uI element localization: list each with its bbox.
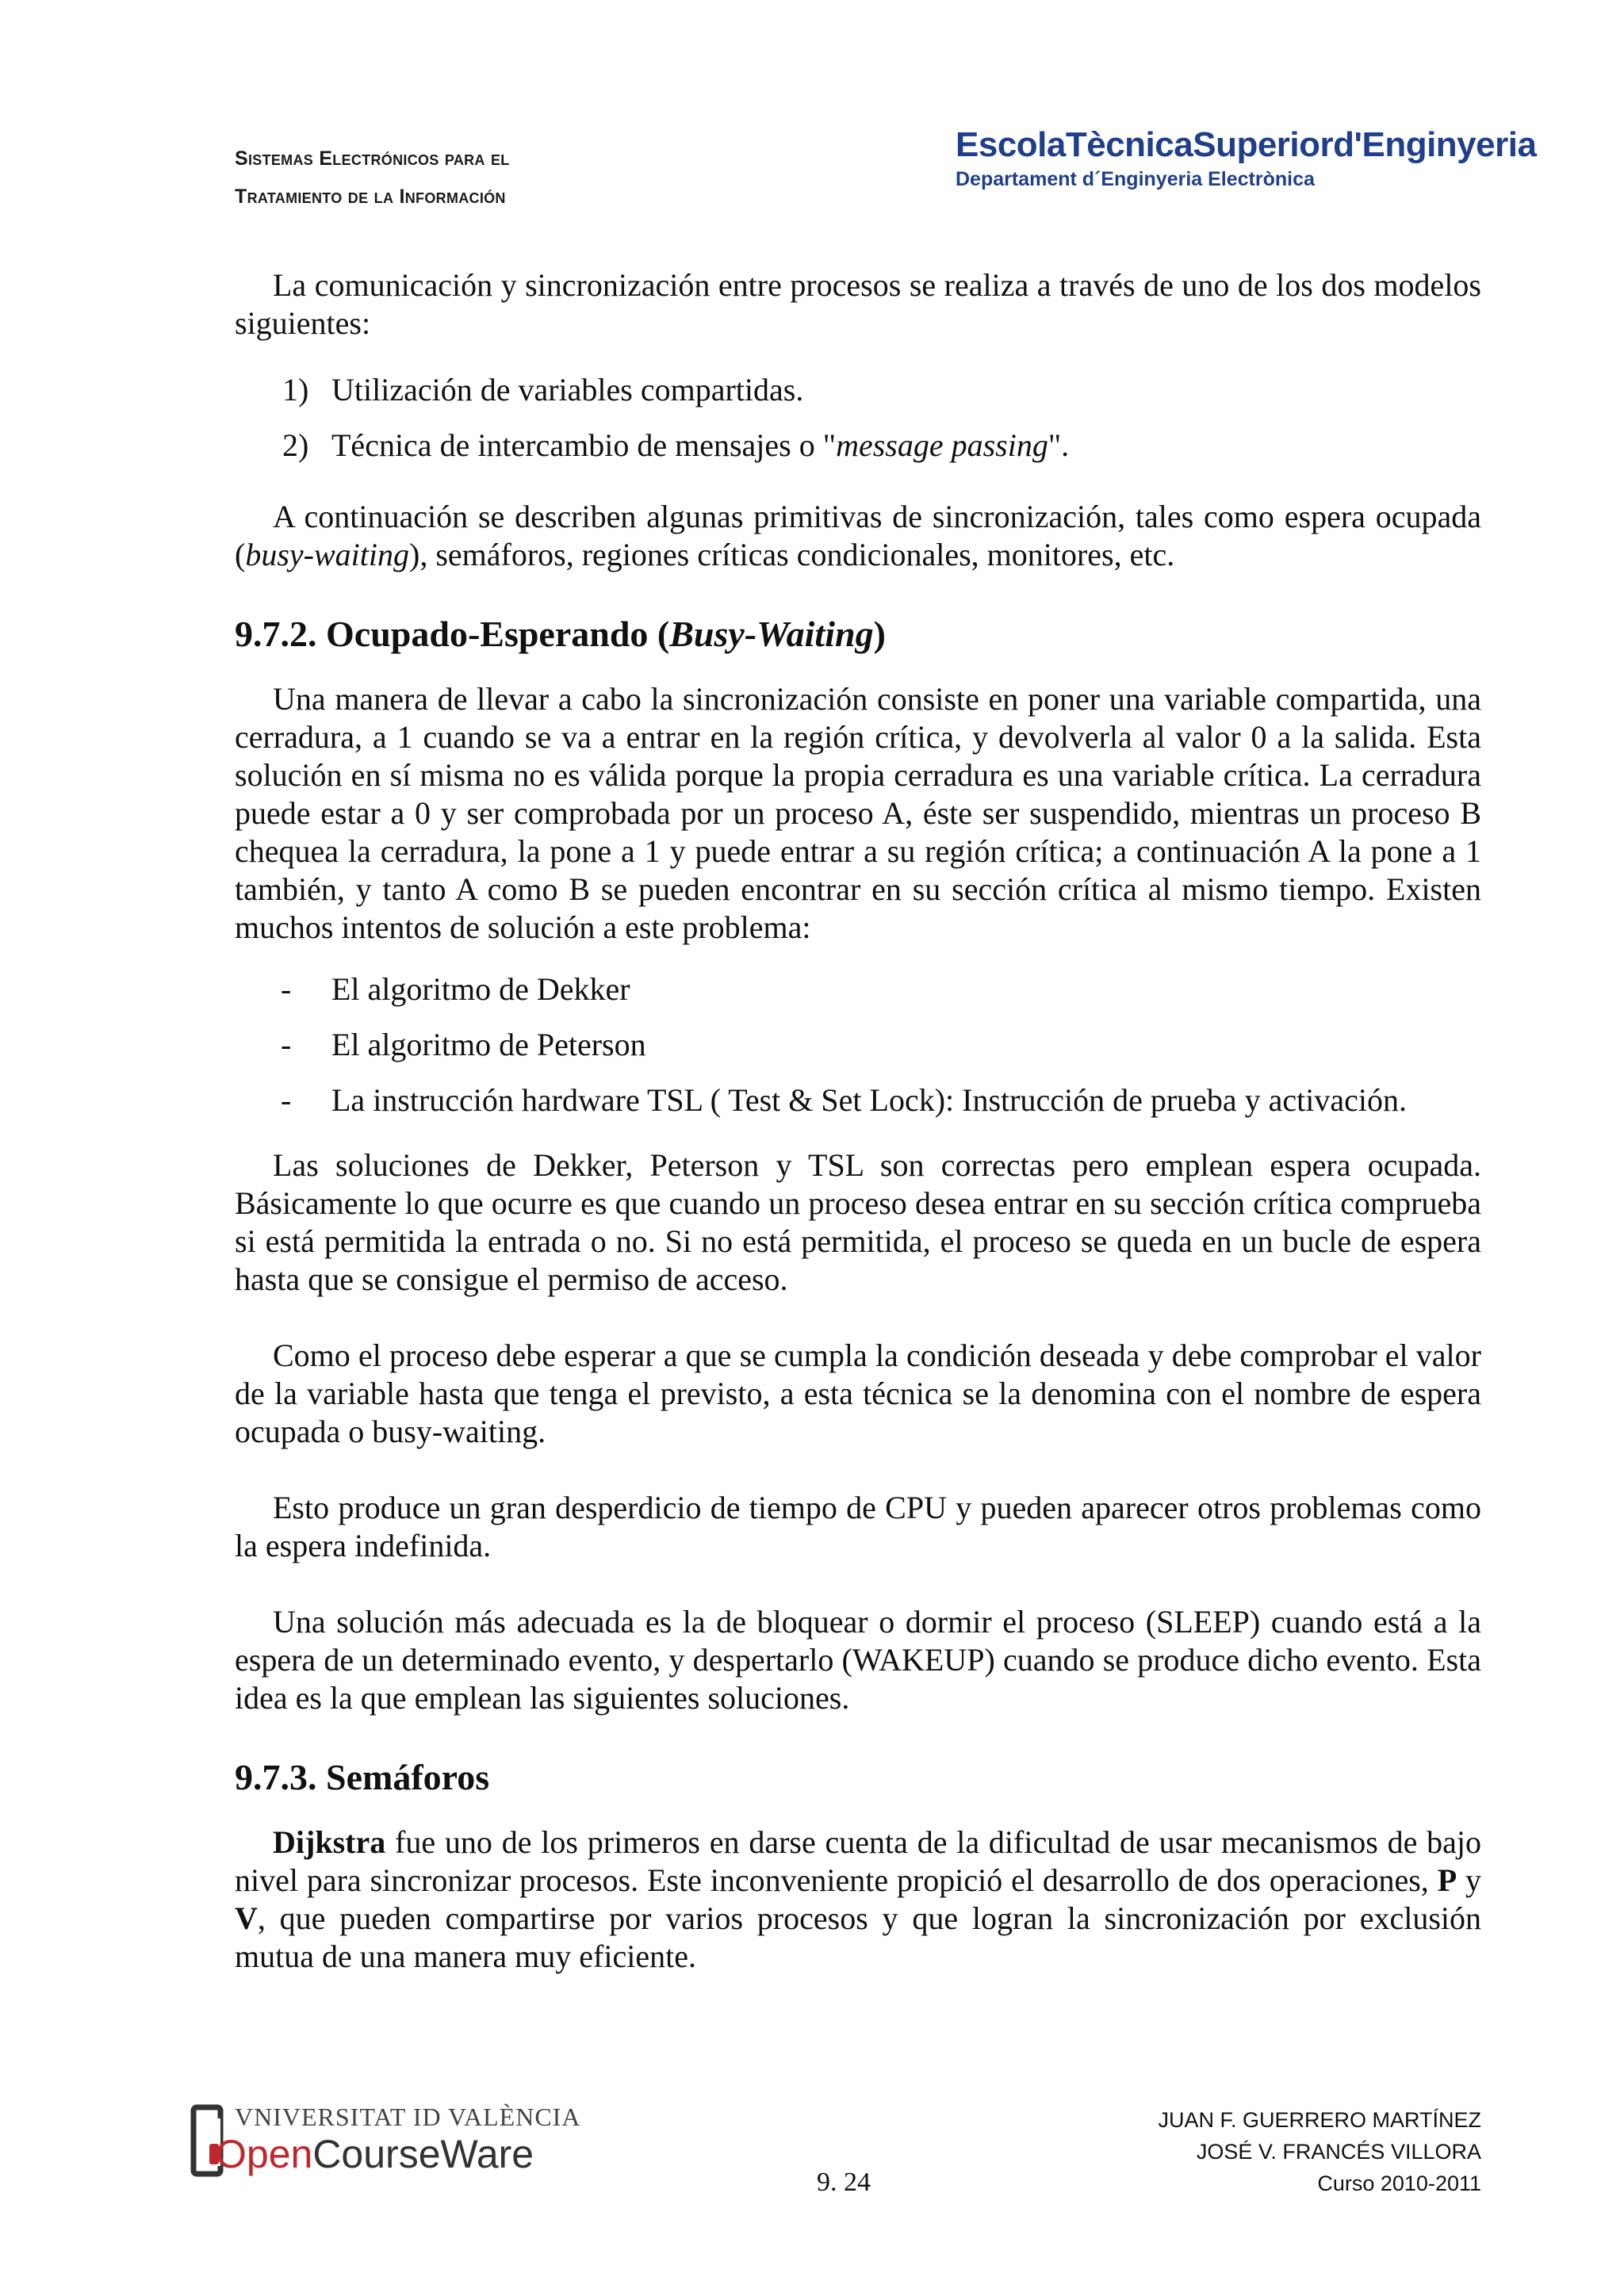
text-bold: P (1437, 1862, 1457, 1898)
text-bold: Dijkstra (273, 1824, 386, 1860)
list-item (235, 427, 1481, 465)
list-text: Utilización de variables compartidas. (331, 372, 804, 408)
heading-text: 9.7.2. Ocupado-Esperando ( (235, 614, 670, 654)
course-title-line1: Sistemas Electrónicos para el (235, 147, 510, 170)
page-content (235, 266, 1481, 1976)
text-span: y (1457, 1862, 1482, 1898)
paragraph-dijkstra (235, 1823, 1481, 1976)
list-text: El algoritmo de Dekker (331, 971, 630, 1007)
text-span: , que pueden compartirse por varios procesos y que logran la sincronización por exclusión mutua de una manera muy eficiente. (235, 1900, 1481, 1974)
author-2: JOSÉ V. FRANCÉS VILLORA (1196, 2140, 1481, 2164)
school-logo (956, 125, 1537, 191)
list-number: 1) (282, 372, 309, 408)
list-dash: - (281, 1082, 292, 1118)
text-span: ), semáforos, regiones críticas condicionales, monitores, etc. (409, 537, 1175, 572)
paragraph-intro: La comunicación y sincronización entre procesos se realiza a través de uno de los dos modelos siguientes: (235, 267, 1481, 341)
paragraph-solutions: Las soluciones de Dekker, Peterson y TSL son correctas pero emplean espera ocupada. Básicamente lo que ocurre es que cuando un proceso desea entrar en su sección crítica comprueba si está permitida la entrada o no. Si no está permitida, el proceso se queda en un bucle de espera hasta que se consigue el permiso de acceso. (235, 1147, 1481, 1297)
ocw-open-text: Open (216, 2132, 313, 2176)
models-list (235, 371, 1481, 465)
paragraph-primitives (235, 498, 1481, 574)
department-name: Departament d´Enginyeria Electrònica (956, 168, 1315, 190)
author-1: JUAN F. GUERRERO MARTÍNEZ (1158, 2108, 1481, 2132)
list-item (235, 1026, 1481, 1064)
university-name: VNIVERSITAT ID VALÈNCIA (235, 2103, 581, 2131)
paragraph-cpu-waste: Esto produce un gran desperdicio de tiempo de CPU y pueden aparecer otros problemas como la espera indefinida. (235, 1490, 1481, 1563)
paragraph-lock: Una manera de llevar a cabo la sincronización consiste en poner una variable compartida, una cerradura, a 1 cuando se va a entrar en la región crítica, y devolverla al valor 0 a la salida. Esta solución en sí misma no es válida porque la propia cerradura es una variable crítica. La cerradura puede estar a 0 y ser comprobada por un proceso A, éste ser suspendido, mientras un proceso B chequea la cerradura, la pone a 1 y puede entrar a su región crítica; a continuación A la pone a 1 también, y tanto A como B se pueden encontrar en su sección crítica al mismo tiempo. Existen muchos intentos de solución a este problema: (235, 681, 1481, 945)
list-text-emphasis: message passing (836, 427, 1048, 463)
heading-emphasis: Busy-Waiting (669, 614, 874, 654)
heading-text: ) (873, 614, 886, 654)
list-number: 2) (282, 427, 309, 463)
footer-authors (1158, 2104, 1481, 2199)
list-item (235, 970, 1481, 1008)
list-text: El algoritmo de Peterson (331, 1027, 646, 1062)
list-text-tail: ". (1048, 427, 1070, 463)
paragraph-busy-waiting: Como el proceso debe esperar a que se cumpla la condición deseada y debe comprobar el valor de la variable hasta que tenga el previsto, a esta técnica se la denomina con el nombre de espera ocupada o busy-waiting. (235, 1337, 1481, 1449)
header-course-title (235, 140, 510, 216)
text-span: A continuación se describen algunas primitivas de sincronización, tales como espera ocupada ( (235, 499, 1481, 572)
ocw-rest-text: CourseWare (312, 2132, 534, 2176)
section-heading-973: 9.7.3. Semáforos (235, 1757, 490, 1797)
section-heading-972 (235, 612, 1481, 656)
list-dash: - (281, 971, 292, 1007)
list-item (235, 371, 1481, 409)
school-name: EscolaTècnicaSuperiord'Enginyeria (956, 125, 1537, 164)
text-span: fue uno de los primeros en darse cuenta de la dificultad de usar mecanismos de bajo nivel para sincronizar procesos. Este inconveniente propició el desarrollo de dos operaciones, (235, 1824, 1481, 1898)
course-title-line2: Tratamiento de la Información (235, 186, 506, 208)
list-text: Técnica de intercambio de mensajes o " (331, 427, 837, 463)
page-number: 9. 24 (817, 2168, 871, 2197)
paragraph-sleep-wakeup: Una solución más adecuada es la de bloquear o dormir el proceso (SLEEP) cuando está a la espera de un determinado evento, y despertarlo (WAKEUP) cuando se produce dicho evento. Esta idea es la que emplean las siguientes soluciones. (235, 1604, 1481, 1716)
algorithms-list (235, 970, 1481, 1119)
course-year: Curso 2010-2011 (1317, 2172, 1481, 2195)
list-item (235, 1081, 1481, 1119)
list-text: La instrucción hardware TSL ( Test & Set Lock): Instrucción de prueba y activación. (331, 1082, 1408, 1118)
text-bold: V (235, 1900, 258, 1936)
text-emphasis: busy-waiting (245, 537, 409, 572)
opencourseware-logo (216, 2131, 534, 2177)
list-dash: - (281, 1027, 292, 1062)
